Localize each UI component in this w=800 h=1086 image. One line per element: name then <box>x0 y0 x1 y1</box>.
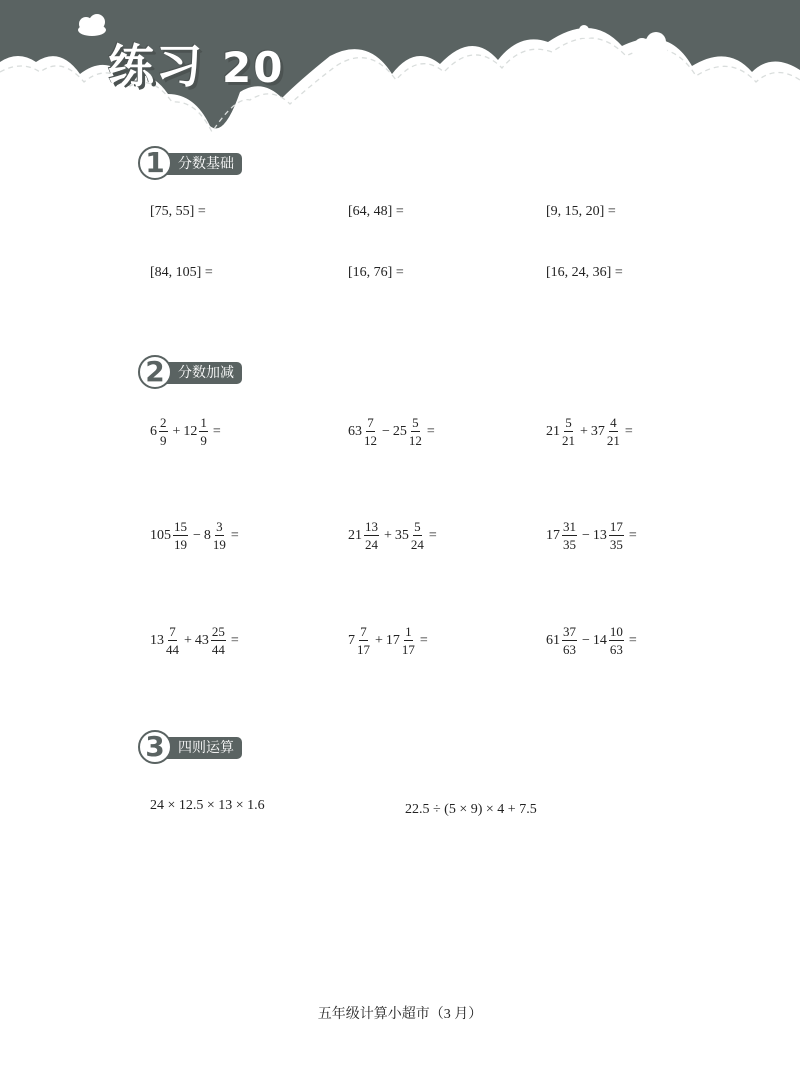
page-title-text: 练习 <box>108 39 204 93</box>
whole-2: 13 <box>592 527 607 543</box>
fraction-1 <box>562 625 577 656</box>
whole-1: 17 <box>546 527 560 543</box>
fraction-problem-2 <box>348 416 438 447</box>
fraction-2 <box>213 520 226 551</box>
whole-1: 21 <box>546 423 560 439</box>
operator: + <box>375 632 383 648</box>
denominator-1: 21 <box>562 433 575 448</box>
operator: + <box>172 423 181 439</box>
numerator-1: 15 <box>174 519 187 534</box>
fraction-problem-5 <box>348 520 440 551</box>
operator: − <box>382 423 390 439</box>
whole-2: 37 <box>590 423 605 439</box>
arithmetic-problem-1: 24 × 12.5 × 13 × 1.6 <box>150 798 265 813</box>
whole-2: 12 <box>183 423 198 439</box>
whole-2: 43 <box>194 632 209 648</box>
page-title-number: 20 <box>222 43 285 92</box>
fraction-1 <box>562 520 577 551</box>
fraction-problem-3 <box>546 416 636 447</box>
fraction-1 <box>173 520 188 551</box>
header-banner <box>0 0 800 150</box>
equals-sign: = <box>428 527 437 543</box>
denominator-2: 21 <box>606 433 620 448</box>
denominator-2: 63 <box>609 642 623 657</box>
fraction-2 <box>199 416 208 447</box>
whole-2: 25 <box>392 423 407 439</box>
numerator-2: 17 <box>609 519 623 534</box>
equals-sign: = <box>624 423 633 439</box>
fraction-2 <box>609 625 624 656</box>
numerator-2: 3 <box>216 519 223 534</box>
fraction-problem-7 <box>150 625 242 656</box>
numerator-2: 5 <box>412 415 419 430</box>
lcm-problem-5: [16, 76] = <box>348 265 404 280</box>
section-3-number: 3 <box>138 730 172 764</box>
fraction-2 <box>609 520 624 551</box>
equals-sign: = <box>628 527 637 543</box>
section-1-number: 1 <box>138 146 172 180</box>
denominator-1: 12 <box>364 433 377 448</box>
numerator-2: 1 <box>200 415 207 430</box>
whole-1: 105 <box>150 527 171 543</box>
section-2-label: 分数加减 <box>162 362 242 384</box>
arithmetic-problem-2: 22.5 ÷ (5 × 9) × 4 + 7.5 <box>405 802 537 817</box>
denominator-1: 19 <box>174 537 187 552</box>
whole-1: 13 <box>150 632 164 648</box>
whole-1: 21 <box>348 527 362 543</box>
numerator-2: 5 <box>414 519 421 534</box>
operator: − <box>582 632 590 648</box>
whole-2: 14 <box>592 632 607 648</box>
fraction-problem-9 <box>546 625 640 656</box>
numerator-1: 31 <box>563 519 576 534</box>
fraction-1 <box>364 520 379 551</box>
operator: + <box>184 632 192 648</box>
fraction-2 <box>402 625 415 656</box>
denominator-1: 63 <box>563 642 576 657</box>
denominator-2: 24 <box>410 537 424 552</box>
equals-sign: = <box>230 632 239 648</box>
whole-2: 35 <box>394 527 409 543</box>
fraction-1 <box>562 416 575 447</box>
numerator-1: 7 <box>360 624 367 639</box>
section-1-label: 分数基础 <box>162 153 242 175</box>
denominator-2: 12 <box>408 433 422 448</box>
fraction-2 <box>409 416 422 447</box>
denominator-2: 35 <box>609 537 623 552</box>
numerator-1: 5 <box>565 415 572 430</box>
numerator-1: 2 <box>160 415 167 430</box>
denominator-1: 9 <box>160 433 167 448</box>
page-title <box>108 30 284 96</box>
fraction-2 <box>411 520 424 551</box>
denominator-2: 9 <box>200 433 207 448</box>
operator: + <box>384 527 392 543</box>
denominator-1: 24 <box>365 537 378 552</box>
whole-1: 63 <box>348 423 362 439</box>
lcm-problem-2: [64, 48] = <box>348 204 404 219</box>
numerator-2: 10 <box>609 624 623 639</box>
lcm-problem-6: [16, 24, 36] = <box>546 265 623 280</box>
numerator-1: 13 <box>365 519 378 534</box>
numerator-2: 25 <box>211 624 225 639</box>
page-footer: 五年级计算小超市（3 月） <box>317 1007 483 1022</box>
numerator-1: 7 <box>367 415 374 430</box>
fraction-2 <box>607 416 620 447</box>
denominator-1: 44 <box>166 642 179 657</box>
whole-2: 8 <box>203 527 211 543</box>
section-2-number: 2 <box>138 355 172 389</box>
fraction-1 <box>166 625 179 656</box>
denominator-1: 35 <box>563 537 576 552</box>
fraction-problem-1 <box>150 416 224 447</box>
denominator-2: 44 <box>211 642 225 657</box>
operator: − <box>193 527 201 543</box>
fraction-1 <box>159 416 168 447</box>
fraction-problem-8 <box>348 625 431 656</box>
fraction-problem-6 <box>546 520 640 551</box>
operator: + <box>580 423 588 439</box>
whole-1: 61 <box>546 632 560 648</box>
equals-sign: = <box>426 423 435 439</box>
lcm-problem-3: [9, 15, 20] = <box>546 204 616 219</box>
numerator-1: 7 <box>169 624 176 639</box>
numerator-2: 4 <box>610 415 617 430</box>
equals-sign: = <box>628 632 637 648</box>
lcm-problem-1: [75, 55] = <box>150 204 206 219</box>
equals-sign: = <box>419 632 428 648</box>
denominator-2: 17 <box>401 642 415 657</box>
operator: − <box>582 527 590 543</box>
denominator-2: 19 <box>212 537 226 552</box>
whole-1: 7 <box>348 632 355 648</box>
fraction-problem-4 <box>150 520 242 551</box>
equals-sign: = <box>212 423 221 439</box>
fraction-1 <box>364 416 377 447</box>
whole-2: 17 <box>385 632 400 648</box>
fraction-1 <box>357 625 370 656</box>
fraction-2 <box>211 625 226 656</box>
whole-1: 6 <box>150 423 157 439</box>
equals-sign: = <box>230 527 239 543</box>
denominator-1: 17 <box>357 642 370 657</box>
section-3-label: 四则运算 <box>162 737 242 759</box>
numerator-1: 37 <box>563 624 576 639</box>
numerator-2: 1 <box>405 624 412 639</box>
lcm-problem-4: [84, 105] = <box>150 265 213 280</box>
